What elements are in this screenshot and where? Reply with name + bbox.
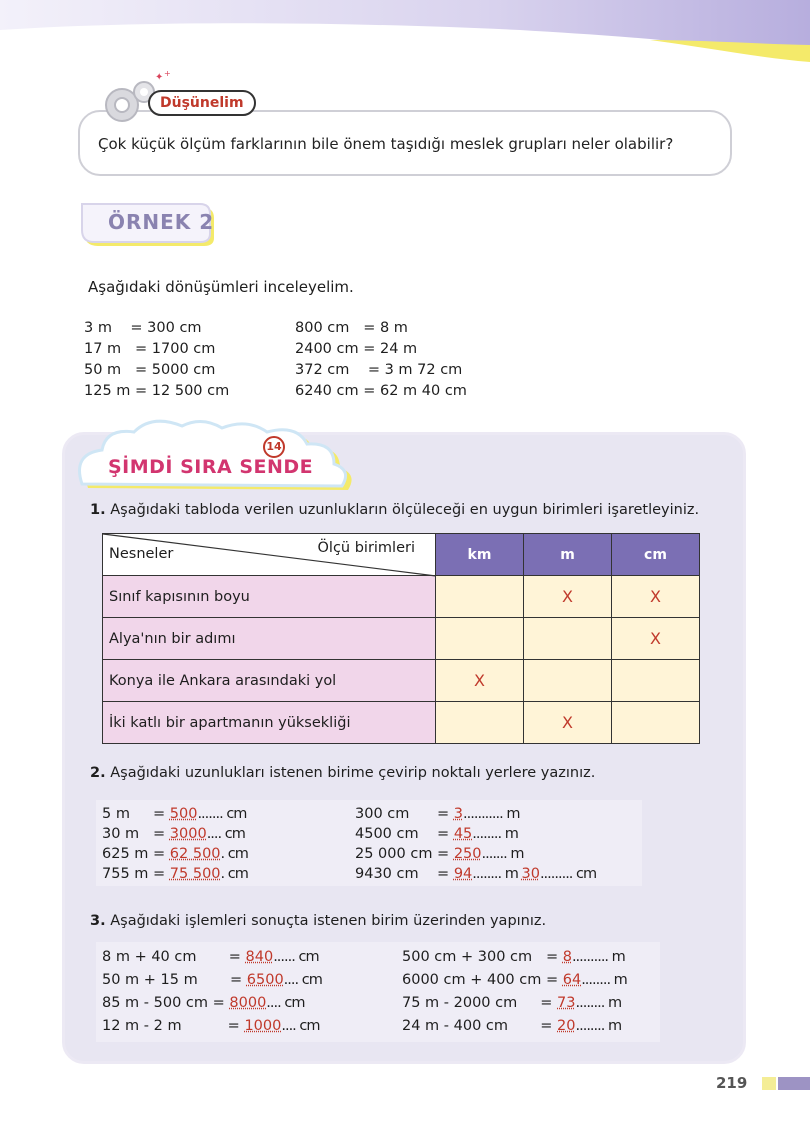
object-name: Alya'nın bir adımı: [103, 618, 436, 660]
fill-item: 5 m = 500....... cm: [102, 806, 247, 822]
question-text: Aşağıdaki işlemleri sonuçta istenen birim üzerinden yapınız.: [110, 913, 547, 929]
table-diagonal-header: [103, 534, 436, 576]
practice-title: ŞİMDİ SIRA SENDE: [108, 456, 314, 478]
question-number: 2.: [90, 765, 106, 781]
answer-blank[interactable]: 500: [169, 806, 198, 822]
fill-item: 50 m + 15 m = 6500.... cm: [102, 972, 322, 988]
answer-blank[interactable]: 3: [453, 806, 464, 822]
answer-blank[interactable]: 94: [453, 866, 473, 882]
unit-header-m: m: [524, 534, 612, 576]
answer-blank[interactable]: 62 500: [169, 846, 221, 862]
answer-blank[interactable]: 30: [521, 866, 540, 882]
q3-left-column: [102, 946, 322, 1038]
question-text: Aşağıdaki uzunlukları istenen birime çevirip noktalı yerlere yazınız.: [110, 765, 596, 781]
fill-item: 30 m = 3000.... cm: [102, 826, 245, 842]
conversion-item: 3 m = 300 cm: [84, 320, 202, 336]
mark-cell-m[interactable]: X: [524, 702, 612, 744]
mark-cell-cm[interactable]: X: [612, 618, 700, 660]
table-row: [103, 576, 700, 618]
fill-item: 9430 cm = 94........ m 30......... cm: [355, 866, 597, 882]
answer-blank[interactable]: 8: [562, 949, 572, 965]
unit-table: [102, 533, 700, 744]
fill-item: 6000 cm + 400 cm = 64........ m: [402, 972, 627, 988]
page-bar-purple: [778, 1077, 810, 1090]
svg-text:✦: ✦: [155, 72, 164, 83]
mark-cell-cm[interactable]: X: [612, 576, 700, 618]
table-row: [103, 618, 700, 660]
header-units: Ölçü birimleri: [317, 540, 415, 556]
answer-blank[interactable]: 6500: [246, 972, 284, 988]
q2-right-column: [355, 804, 596, 884]
think-label: Düşünelim: [148, 90, 256, 116]
conversion-item: 372 cm = 3 m 72 cm: [295, 362, 463, 378]
page-number: 219: [716, 1074, 748, 1092]
question-text: Aşağıdaki tabloda verilen uzunlukların ölçüleceği en uygun birimleri işaretleyiniz.: [110, 502, 700, 518]
conversion-list-left: [84, 318, 229, 402]
answer-blank[interactable]: 250: [453, 846, 482, 862]
answer-blank[interactable]: 20: [557, 1018, 576, 1034]
fill-item: 4500 cm = 45........ m: [355, 826, 518, 842]
q3-right-column: [402, 946, 627, 1038]
object-name: Sınıf kapısının boyu: [103, 576, 436, 618]
mark-cell-km[interactable]: X: [436, 660, 524, 702]
fill-item: 8 m + 40 cm = 840...... cm: [102, 949, 319, 965]
top-decoration: [0, 0, 810, 80]
mark-cell-km[interactable]: [436, 618, 524, 660]
object-name: Konya ile Ankara arasındaki yol: [103, 660, 436, 702]
question-3: [90, 913, 546, 929]
q2-left-column: [102, 804, 248, 884]
mark-cell-km[interactable]: [436, 702, 524, 744]
fill-item: 75 m - 2000 cm = 73........ m: [402, 995, 622, 1011]
answer-blank[interactable]: 3000: [169, 826, 207, 842]
conversion-item: 800 cm = 8 m: [295, 320, 408, 336]
conversion-item: 6240 cm = 62 m 40 cm: [295, 383, 467, 399]
answer-blank[interactable]: 8000: [229, 995, 267, 1011]
question-number: 1.: [90, 502, 106, 518]
question-1: [90, 502, 699, 518]
mark-cell-km[interactable]: [436, 576, 524, 618]
mark-cell-m[interactable]: X: [524, 576, 612, 618]
conversion-item: 2400 cm = 24 m: [295, 341, 418, 357]
answer-blank[interactable]: 1000: [244, 1018, 282, 1034]
question-number: 3.: [90, 913, 106, 929]
fill-item: 25 000 cm = 250....... m: [355, 846, 524, 862]
conversion-list-right: [295, 318, 467, 402]
conversion-item: 125 m = 12 500 cm: [84, 383, 230, 399]
page-bar-yellow: [762, 1077, 776, 1090]
table-row: [103, 660, 700, 702]
mark-cell-m[interactable]: [524, 618, 612, 660]
answer-blank[interactable]: 64: [562, 972, 582, 988]
answer-blank[interactable]: 75 500: [169, 866, 221, 882]
fill-item: 500 cm + 300 cm = 8.......... m: [402, 949, 625, 965]
fill-item: 625 m = 62 500. cm: [102, 846, 248, 862]
example-title: ÖRNEK 2: [108, 210, 215, 234]
fill-item: 12 m - 2 m = 1000.... cm: [102, 1018, 320, 1034]
cloud-banner: [72, 414, 372, 494]
answer-blank[interactable]: 45: [453, 826, 473, 842]
unit-header-km: km: [436, 534, 524, 576]
fill-item: 755 m = 75 500. cm: [102, 866, 248, 882]
conversion-item: 17 m = 1700 cm: [84, 341, 216, 357]
answer-blank[interactable]: 840: [245, 949, 274, 965]
think-question: Çok küçük ölçüm farklarının bile önem taşıdığı meslek grupları neler olabilir?: [98, 135, 674, 153]
header-objects: Nesneler: [109, 546, 174, 562]
mark-cell-cm[interactable]: [612, 660, 700, 702]
conversion-item: 50 m = 5000 cm: [84, 362, 216, 378]
activity-number-badge: 14: [263, 436, 285, 458]
mark-cell-cm[interactable]: [612, 702, 700, 744]
unit-header-cm: cm: [612, 534, 700, 576]
fill-item: 85 m - 500 cm = 8000.... cm: [102, 995, 305, 1011]
fill-item: 300 cm = 3........... m: [355, 806, 520, 822]
answer-blank[interactable]: 73: [557, 995, 576, 1011]
object-name: İki katlı bir apartmanın yüksekliği: [103, 702, 436, 744]
table-header-row: [103, 534, 700, 576]
table-row: [103, 702, 700, 744]
question-2: [90, 765, 595, 781]
mark-cell-m[interactable]: [524, 660, 612, 702]
fill-item: 24 m - 400 cm = 20........ m: [402, 1018, 622, 1034]
svg-text:+: +: [164, 69, 171, 78]
example-intro: Aşağıdaki dönüşümleri inceleyelim.: [88, 278, 354, 296]
